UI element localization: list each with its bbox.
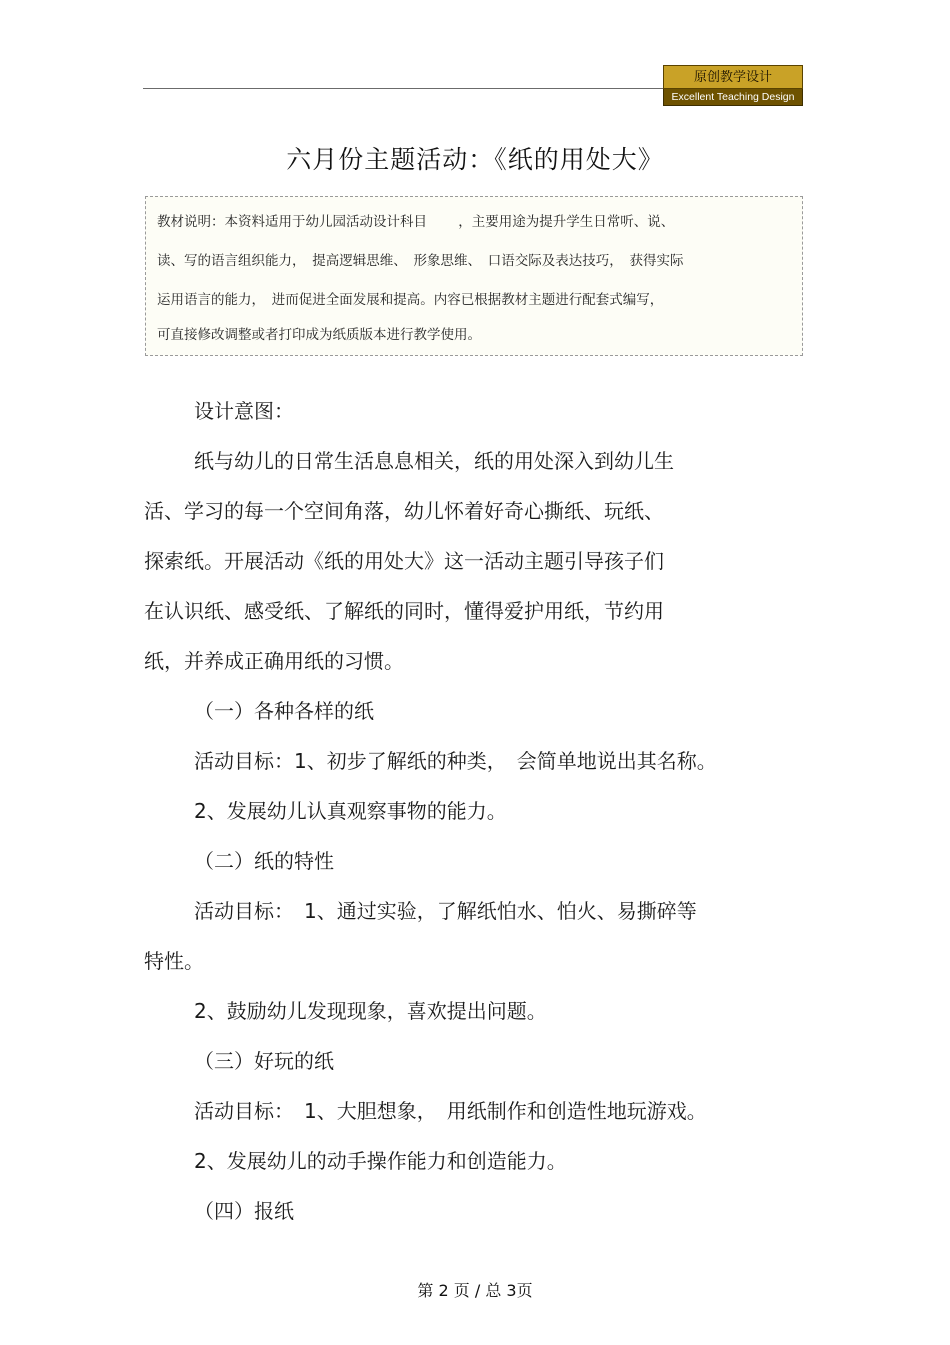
description-line: 运用语言的能力， 进而促进全面发展和提高。内容已根据教材主题进行配套式编写， — [157, 292, 664, 308]
page-number-footer: 第 2 页 / 总 3页 — [417, 1281, 533, 1300]
activity-goal-line: 2、发展幼儿认真观察事物的能力。 — [194, 799, 507, 823]
activity-goal-line: 特性。 — [144, 949, 204, 973]
document-body — [144, 386, 804, 1236]
activity-goal-line: 活动目标：1、初步了解纸的种类， 会简单地说出其名称。 — [194, 749, 717, 773]
paragraph-line: 探索纸。开展活动《纸的用处大》这一活动主题引导孩子们 — [144, 549, 664, 573]
section-heading-design-intent: 设计意图： — [194, 399, 294, 423]
activity-goal-line: 活动目标： 1、通过实验，了解纸怕水、怕火、易撕碎等 — [194, 899, 697, 923]
description-line: 教材说明：本资料适用于幼儿园活动设计科目 ，主要用途为提升学生日常听、说、 — [157, 214, 675, 230]
badge-english-label: Excellent Teaching Design — [663, 89, 803, 106]
paragraph-line: 纸，并养成正确用纸的习惯。 — [144, 649, 404, 673]
description-line: 可直接修改调整或者打印成为纸质版本进行教学使用。 — [157, 327, 481, 343]
description-line: 读、写的语言组织能力， 提高逻辑思维、 形象思维、 口语交际及表达技巧， 获得实际 — [157, 253, 684, 269]
activity-heading-3: （三）好玩的纸 — [194, 1049, 334, 1073]
paragraph-line: 纸与幼儿的日常生活息息相关，纸的用处深入到幼儿生 — [194, 449, 674, 473]
paragraph-line: 在认识纸、感受纸、了解纸的同时，懂得爱护用纸，节约用 — [144, 599, 664, 623]
badge-chinese-label: 原创教学设计 — [663, 65, 803, 89]
activity-goal-line: 活动目标： 1、大胆想象， 用纸制作和创造性地玩游戏。 — [194, 1099, 707, 1123]
activity-goal-line: 2、鼓励幼儿发现现象，喜欢提出问题。 — [194, 999, 547, 1023]
activity-heading-1: （一）各种各样的纸 — [194, 699, 374, 723]
document-title: 六月份主题活动：《纸的用处大》 — [286, 145, 664, 174]
header-badge — [663, 65, 803, 106]
activity-heading-2: （二）纸的特性 — [194, 849, 334, 873]
activity-heading-4: （四）报纸 — [194, 1199, 294, 1223]
activity-goal-line: 2、发展幼儿的动手操作能力和创造能力。 — [194, 1149, 567, 1173]
paragraph-line: 活、学习的每一个空间角落，幼儿怀着好奇心撕纸、玩纸、 — [144, 499, 664, 523]
material-description-box — [145, 196, 803, 356]
